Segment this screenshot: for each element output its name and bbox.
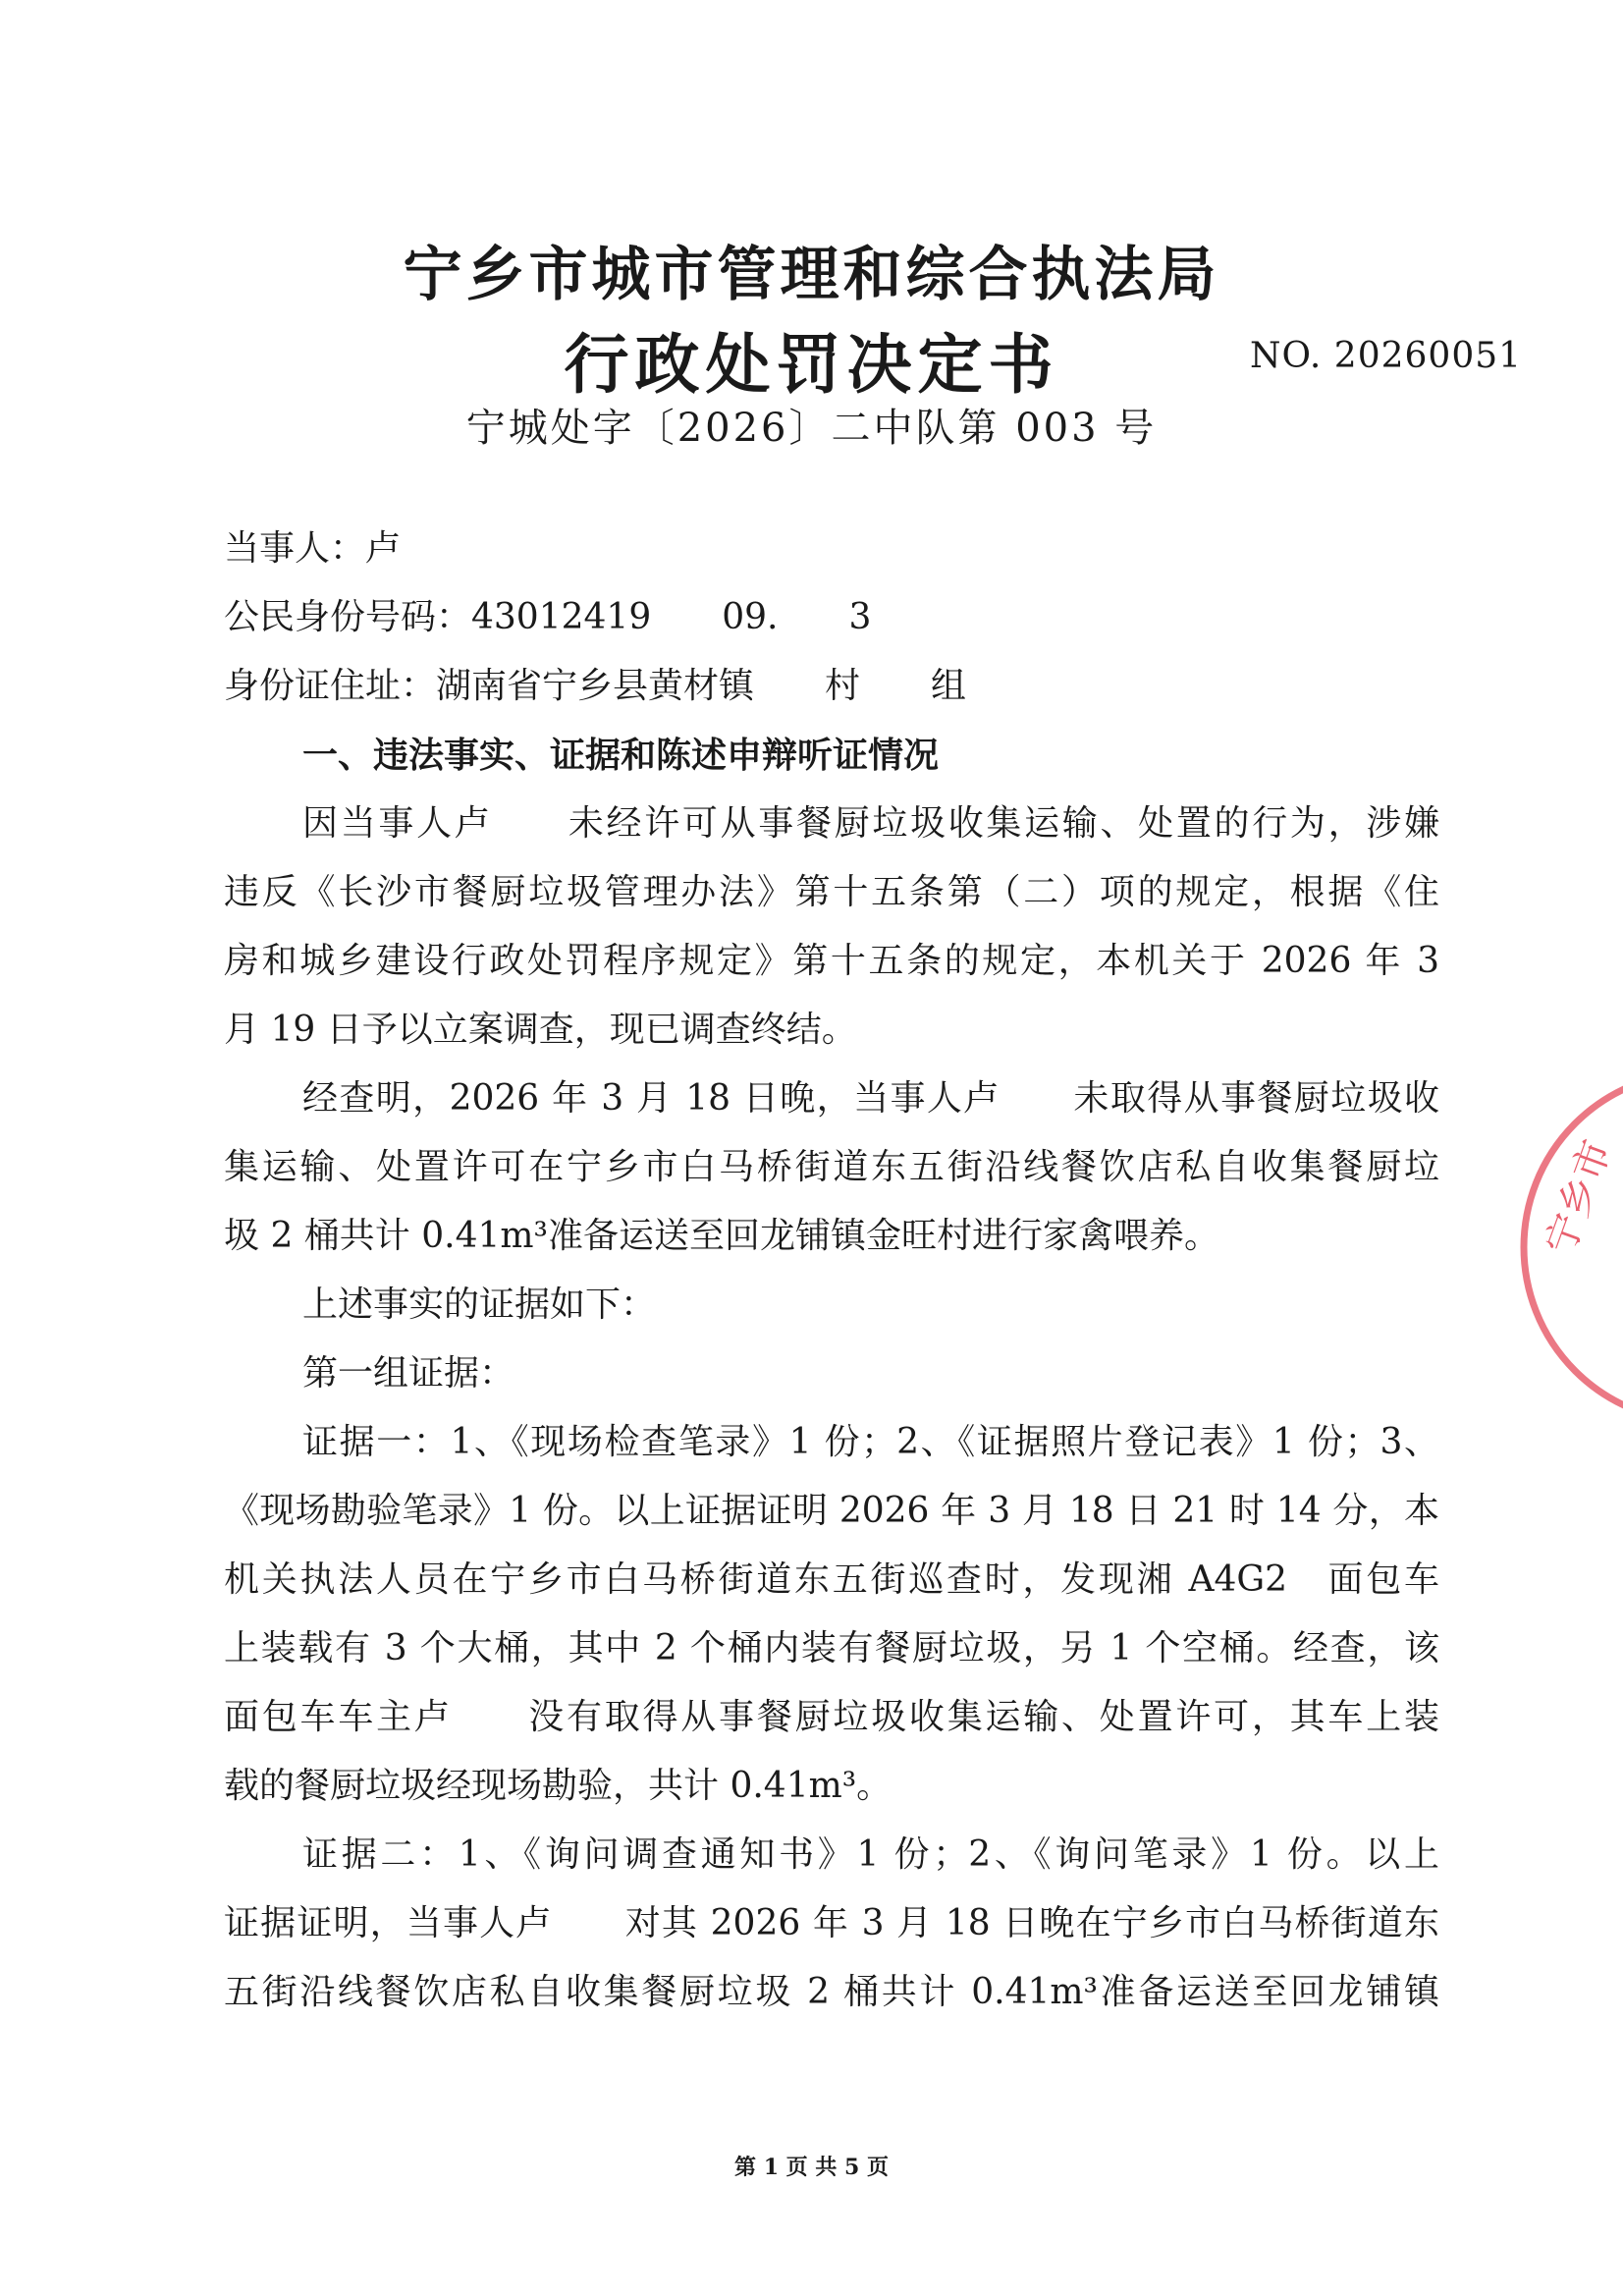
body-line: 上装载有 3 个大桶，其中 2 个桶内装有餐厨垃圾，另 1 个空桶。经查，该	[224, 1628, 1439, 1668]
body-line: 证据二：1、《询问调查通知书》1 份；2、《询问笔录》1 份。以上	[302, 1834, 1439, 1875]
party-address: 身份证住址：湖南省宁乡县黄材镇 村 组	[224, 666, 967, 706]
body-line: 第一组证据：	[302, 1353, 515, 1394]
body-line: 《现场勘验笔录》1 份。以上证据证明 2026 年 3 月 18 日 21 时 14 分，本	[224, 1491, 1439, 1531]
official-seal	[1512, 1061, 1623, 1434]
body-line: 经查明，2026 年 3 月 18 日晚，当事人卢 未取得从事餐厨垃圾收	[302, 1078, 1439, 1119]
seal-text: 宁乡市	[1538, 1133, 1621, 1261]
body-line: 因当事人卢 未经许可从事餐厨垃圾收集运输、处置的行为，涉嫌	[302, 803, 1439, 844]
body-line: 违反《长沙市餐厨垃圾管理办法》第十五条第（二）项的规定，根据《住	[224, 872, 1439, 912]
section-heading: 一、违法事实、证据和陈述申辩听证情况	[302, 735, 940, 776]
document-number: 宁城处字〔2026〕二中队第 003 号	[465, 406, 1158, 451]
body-line: 上述事实的证据如下：	[302, 1285, 657, 1325]
body-line: 集运输、处置许可在宁乡市白马桥街道东五街沿线餐饮店私自收集餐厨垃	[224, 1147, 1439, 1187]
body-line: 五街沿线餐饮店私自收集餐厨垃圾 2 桶共计 0.41m³准备运送至回龙铺镇	[224, 1972, 1439, 2012]
party-name: 当事人：卢	[224, 528, 402, 569]
body-line: 面包车车主卢 没有取得从事餐厨垃圾收集运输、处置许可，其车上装	[224, 1697, 1439, 1737]
body-line: 载的餐厨垃圾经现场勘验，共计 0.41m³。	[224, 1766, 893, 1806]
agency-name: 宁乡市城市管理和综合执法局	[403, 241, 1220, 309]
body-line: 月 19 日予以立案调查，现已调查终结。	[224, 1010, 857, 1050]
serial-number: NO. 20260051	[1250, 336, 1523, 376]
body-line: 房和城乡建设行政处罚程序规定》第十五条的规定，本机关于 2026 年 3	[224, 941, 1439, 981]
body-line: 圾 2 桶共计 0.41m³准备运送至回龙铺镇金旺村进行家禽喂养。	[224, 1216, 1219, 1256]
body-line: 证据一：1、《现场检查笔录》1 份；2、《证据照片登记表》1 份；3、	[302, 1422, 1439, 1462]
party-id: 公民身份号码：43012419 09. 3	[224, 597, 907, 637]
body-line: 证据证明，当事人卢 对其 2026 年 3 月 18 日晚在宁乡市白马桥街道东	[224, 1903, 1439, 1943]
document-title: 行政处罚决定书	[564, 326, 1059, 403]
document-body	[224, 524, 1439, 2037]
page-number: 第 1 页 共 5 页	[734, 2155, 889, 2180]
body-line: 机关执法人员在宁乡市白马桥街道东五街巡查时，发现湘 A4G2 面包车	[224, 1559, 1439, 1600]
